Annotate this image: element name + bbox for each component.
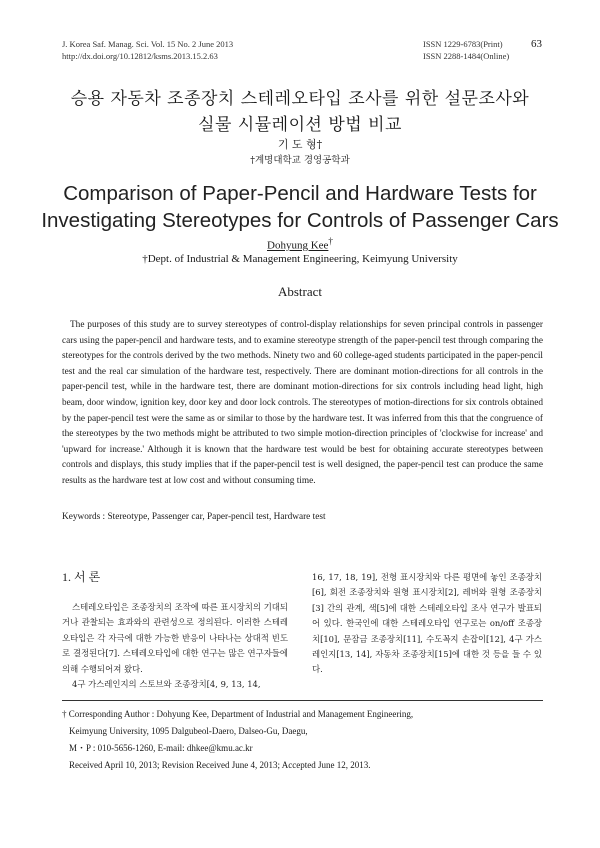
paragraph: 스테레오타입은 조종장치의 조작에 따른 표시장치의 기대되거나 관찰되는 효과와의 관련성으로 정의된다. 이러한 스테레오타입은 각 자극에 대한 가능한 반응이 나타나는 상대적 빈도로 결정된다[7]. 스테레오타입에 대한 연구는 많은 연구자들에 의해 수행되어져 왔다. <box>62 602 288 674</box>
korean-title-line1: 승용 자동차 조종장치 스테레오타입 조사를 위한 설문조사와 <box>70 89 530 109</box>
body-column-left <box>62 600 288 692</box>
footnote-line: Received April 10, 2013; Revision Received June 4, 2013; Accepted June 12, 2013. <box>69 760 371 770</box>
keywords: Keywords : Stereotype, Passenger car, Paper-pencil test, Hardware test <box>62 512 326 522</box>
issn-online: ISSN 2288-1484(Online) <box>423 51 510 61</box>
footnote-divider <box>62 700 543 701</box>
korean-author: 기 도 형† <box>277 138 323 151</box>
footnote-line: Keimyung University, 1095 Dalgubeol-Daero, Dalseo-Gu, Daegu, <box>69 726 308 736</box>
english-affiliation: †Dept. of Industrial & Management Engineering, Keimyung University <box>142 253 458 265</box>
paragraph: 4구 가스레인지의 스토브와 조종장치[4, 9, 13, 14, <box>72 679 261 690</box>
page-number: 63 <box>531 38 542 50</box>
doi-link[interactable]: http://dx.doi.org/10.12812/ksms.2013.15.2.63 <box>62 51 218 61</box>
footnote <box>62 706 552 774</box>
english-title-line2: Investigating Stereotypes for Controls of Passenger Cars <box>41 209 559 232</box>
journal-header <box>62 38 233 62</box>
section-heading: 1. 서 론 <box>62 570 101 584</box>
issn-block <box>423 38 509 62</box>
author-mark: † <box>328 236 333 246</box>
footnote-line: † Corresponding Author : Dohyung Kee, Department of Industrial and Management Engineering, <box>62 709 414 719</box>
korean-title <box>0 86 600 138</box>
paragraph: 16, 17, 18, 19], 전형 표시장치와 다른 평면에 놓인 조종장치[6], 회전 조종장치와 원형 표시장치[2], 레버와 원형 조종장치[3] 간의 관계, 색[5]에 대한 스테레오타입 조사 연구가 발표되어 있다. 한국인에 대한 스테레오타입 연구로는 on/off 조종장치[10], 문잠금 조종장치[11], 수도꼭지 손잡이[12], 4구 가스레인지[13, 14], 자동차 조종장치[15]에 대한 것 등을 들 수 있다. <box>312 572 542 675</box>
footnote-line: M・P : 010-5656-1260, E-mail: dhkee@kmu.ac.kr <box>69 743 253 753</box>
english-title-line1: Comparison of Paper-Pencil and Hardware Tests for <box>63 182 537 205</box>
journal-citation: J. Korea Saf. Manag. Sci. Vol. 15 No. 2 June 2013 <box>62 39 234 49</box>
issn-print: ISSN 1229-6783(Print) <box>423 39 503 49</box>
korean-title-line2: 실물 시뮬레이션 방법 비교 <box>198 115 402 135</box>
abstract-heading: Abstract <box>277 284 323 299</box>
english-author <box>0 236 600 252</box>
abstract-text: The purposes of this study are to survey stereotypes of control-display relationships for seven principal controls in passenger cars using the paper-pencil and hardware tests, and to examine stereotype strength of the paper-pencil test through comparing the stereotypes for the controls derived by the two methods. Ninety two and 60 college-aged students participated in the paper-pencil test and the real car simulation of the hardware test, respectively. There are dominant motion-directions for all controls in the paper-pencil test, while in the hardware test, there are dominant motion-directions for six controls including head light, high beam, door window, ignition key, door key and door lock controls. The stereotypes of motion-directions for six controls obtained by the paper-pencil test were the same as or similar to those by the hardware test. It was inferred from this that the congruence of the stereotypes by the two methods might be attributed to two simple motion-direction principles of 'clockwise for increase' and 'upward for increase.' Although it is known that the hardware test would be best for obtaining accurate stereotypes between controls and displays, this study implies that if the paper-pencil test is well designed, the paper-pencil test can produce the same results as the hardware test at low cost and without consuming time. <box>62 320 543 486</box>
korean-affiliation: †계명대학교 경영공학과 <box>250 155 350 166</box>
english-title <box>0 180 600 234</box>
author-name: Dohyung Kee <box>267 239 329 252</box>
body-column-right <box>312 570 542 678</box>
